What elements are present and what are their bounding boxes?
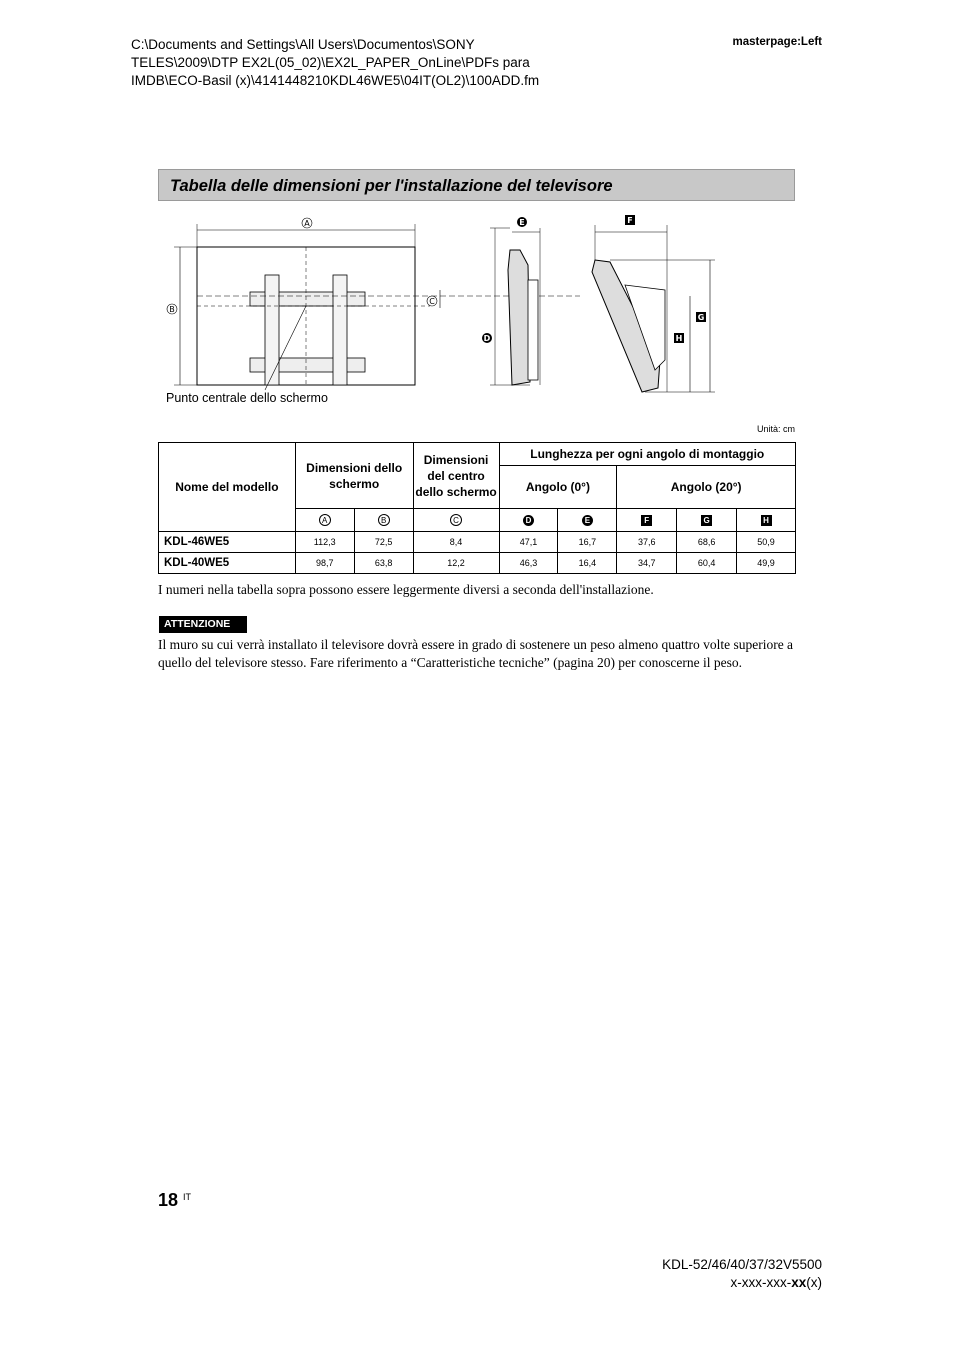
value-e: 16,4 (558, 553, 617, 574)
page-language: IT (183, 1192, 191, 1202)
symbol-a: A (295, 509, 354, 532)
value-b: 63,8 (354, 553, 413, 574)
warning-text: Il muro su cui verrà installato il televisore dovrà essere in grado di sostenere un peso almeno quattro volte superiore a quello del televisore stesso. Fare riferimento a “Caratteristiche tecniche” (pagina 20) per conoscerne il peso. (158, 637, 794, 670)
header-angle-20: Angolo (20°) (617, 466, 796, 509)
table-note: I numeri nella tabella sopra possono essere leggermente diversi a seconda dell'installazione. (158, 582, 654, 597)
file-path-header (131, 36, 611, 90)
value-a: 112,3 (295, 532, 354, 553)
value-c: 8,4 (413, 532, 499, 553)
bracket-right-arm (333, 275, 347, 385)
dimensions-table (158, 442, 796, 574)
value-e: 16,7 (558, 532, 617, 553)
label-b-marker: B (169, 305, 175, 314)
value-g: 60,4 (677, 553, 737, 574)
value-b: 72,5 (354, 532, 413, 553)
footer-code-bold: xx (791, 1275, 807, 1290)
label-h-marker: H (675, 334, 683, 343)
page-number: 18 (158, 1190, 179, 1210)
file-path-line-3: IMDB\ECO-Basil (x)\4141448210KDL46WE5\04IT(OL2)\100ADD.fm (131, 73, 540, 88)
tv-side-view-0 (508, 250, 530, 385)
value-g: 68,6 (677, 532, 737, 553)
header-model: Nome del modello (159, 443, 296, 532)
file-path-line-1: C:\Documents and Settings\All Users\Documentos\SONY (131, 37, 475, 52)
unit-label: Unità: cm (756, 424, 795, 434)
symbol-h: H (737, 509, 796, 532)
footer-model-line: KDL-52/46/40/37/32V5500 (662, 1257, 822, 1272)
bracket-left-arm (265, 275, 279, 385)
label-g-marker: G (697, 313, 705, 322)
header-length-per-angle: Lunghezza per ogni angolo di montaggio (499, 443, 795, 466)
header-angle-0: Angolo (0°) (499, 466, 617, 509)
symbol-e: E (558, 509, 617, 532)
value-c: 12,2 (413, 553, 499, 574)
table-row (159, 532, 796, 553)
header-center-dimensions: Dimensioni del centro dello schermo (413, 443, 499, 509)
model-name: KDL-46WE5 (159, 532, 296, 553)
value-f: 34,7 (617, 553, 677, 574)
label-a-marker: A (304, 219, 310, 228)
symbol-c: C (413, 509, 499, 532)
value-h: 50,9 (737, 532, 796, 553)
header-screen-dimensions: Dimensioni dello schermo (295, 443, 413, 509)
label-d-marker: D (483, 334, 491, 343)
footer-code-suffix: (x) (806, 1275, 822, 1290)
footer-code-prefix: x-xxx-xxx- (730, 1275, 792, 1290)
label-e-marker: E (519, 218, 525, 227)
symbol-b: B (354, 509, 413, 532)
masterpage-label: masterpage:Left (732, 36, 822, 48)
symbol-d: D (499, 509, 558, 532)
installation-diagram (160, 210, 730, 405)
section-title: Tabella delle dimensioni per l'installazione del televisore (170, 177, 613, 195)
label-f-marker: F (627, 216, 633, 225)
symbol-f: F (617, 509, 677, 532)
footer-model-info (662, 1256, 822, 1292)
table-row (159, 553, 796, 574)
label-c-marker: C (429, 297, 435, 306)
value-a: 98,7 (295, 553, 354, 574)
footer-code-line (662, 1274, 822, 1292)
model-name: KDL-40WE5 (159, 553, 296, 574)
symbol-g: G (677, 509, 737, 532)
warning-badge-label: ATTENZIONE (164, 618, 231, 630)
value-d: 46,3 (499, 553, 558, 574)
figure-caption: Punto centrale dello schermo (166, 391, 328, 405)
section-title-bar (158, 169, 795, 201)
file-path-line-2: TELES\2009\DTP EX2L(05_02)\EX2L_PAPER_OnLine\PDFs para (131, 55, 530, 70)
value-h: 49,9 (737, 553, 796, 574)
warning-badge (159, 616, 247, 633)
value-d: 47,1 (499, 532, 558, 553)
value-f: 37,6 (617, 532, 677, 553)
